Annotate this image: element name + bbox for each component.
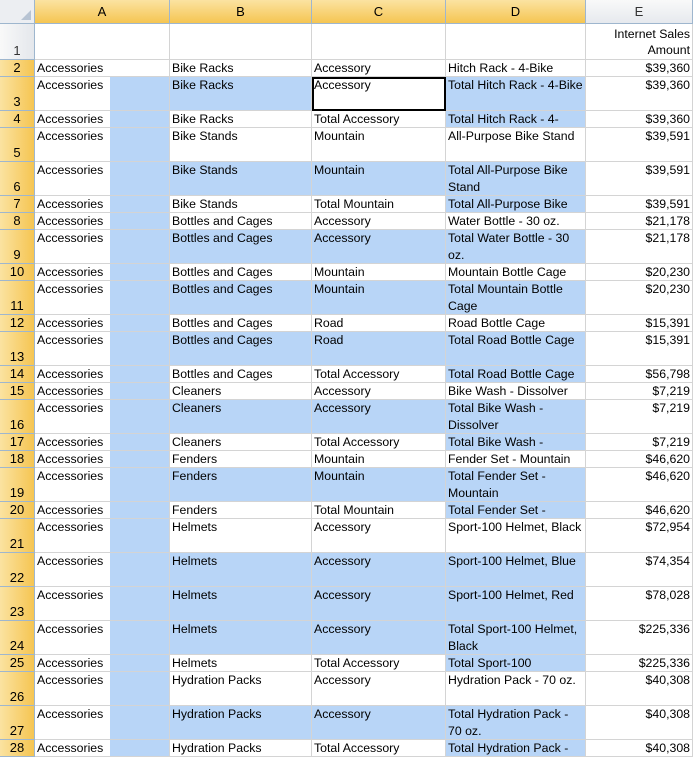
sales-amount-cell[interactable]: $46,620 xyxy=(586,451,693,468)
data-cell-d[interactable]: Total Mountain Bottle Cage xyxy=(446,281,586,315)
data-cell-a[interactable]: Accessories xyxy=(35,213,170,230)
data-cell-d[interactable]: Total All-Purpose Bike Stand xyxy=(446,162,586,196)
data-cell-b[interactable]: Helmets xyxy=(170,655,312,672)
row-header-14[interactable]: 14 xyxy=(0,366,35,383)
data-cell-c[interactable]: Accessory xyxy=(312,519,446,553)
data-cell-c[interactable]: Total Accessory xyxy=(312,655,446,672)
row-header-3[interactable]: 3 xyxy=(0,77,35,111)
sales-amount-cell[interactable]: $39,360 xyxy=(586,111,693,128)
data-cell-d[interactable]: Total Sport-100 Helmet, Black xyxy=(446,621,586,655)
data-cell-a[interactable]: Accessories xyxy=(35,281,170,315)
data-cell-d[interactable]: Fender Set - Mountain xyxy=(446,451,586,468)
data-cell-c[interactable]: Mountain xyxy=(312,281,446,315)
data-cell-d[interactable]: Mountain Bottle Cage xyxy=(446,264,586,281)
data-cell-d[interactable]: Road Bottle Cage xyxy=(446,315,586,332)
cell-a1[interactable] xyxy=(35,24,170,60)
data-cell-a[interactable]: Accessories xyxy=(35,553,170,587)
row-header-21[interactable]: 21 xyxy=(0,519,35,553)
data-cell-a[interactable]: Accessories xyxy=(35,519,170,553)
data-cell-d[interactable]: Sport-100 Helmet, Blue xyxy=(446,553,586,587)
data-cell-d[interactable]: Sport-100 Helmet, Black xyxy=(446,519,586,553)
data-cell-c[interactable]: Road xyxy=(312,315,446,332)
row-header-1[interactable]: 1 xyxy=(0,24,35,60)
sales-amount-cell[interactable]: $74,354 xyxy=(586,553,693,587)
data-cell-b[interactable]: Bottles and Cages xyxy=(170,281,312,315)
data-cell-a[interactable]: Accessories xyxy=(35,366,170,383)
sales-amount-cell[interactable]: $21,178 xyxy=(586,213,693,230)
row-header-4[interactable]: 4 xyxy=(0,111,35,128)
data-cell-c[interactable]: Mountain xyxy=(312,451,446,468)
data-cell-c[interactable]: Road xyxy=(312,332,446,366)
sales-amount-cell[interactable]: $21,178 xyxy=(586,230,693,264)
row-header-5[interactable]: 5 xyxy=(0,128,35,162)
data-cell-d[interactable]: Water Bottle - 30 oz. xyxy=(446,213,586,230)
sales-amount-cell[interactable]: $40,308 xyxy=(586,672,693,706)
data-cell-b[interactable]: Bike Racks xyxy=(170,60,312,77)
data-cell-a[interactable]: Accessories xyxy=(35,655,170,672)
data-cell-c[interactable]: Accessory xyxy=(312,60,446,77)
data-cell-b[interactable]: Bike Stands xyxy=(170,162,312,196)
data-cell-c[interactable]: Accessory xyxy=(312,400,446,434)
column-header-b[interactable]: B xyxy=(170,0,312,24)
data-cell-a[interactable]: Accessories xyxy=(35,502,170,519)
select-all-corner[interactable] xyxy=(0,0,35,24)
sales-amount-cell[interactable]: $15,391 xyxy=(586,315,693,332)
data-cell-d[interactable]: Total All-Purpose Bike xyxy=(446,196,586,213)
sales-amount-cell[interactable]: $39,591 xyxy=(586,162,693,196)
data-cell-a[interactable]: Accessories xyxy=(35,77,170,111)
row-header-17[interactable]: 17 xyxy=(0,434,35,451)
data-cell-b[interactable]: Hydration Packs xyxy=(170,706,312,740)
row-header-2[interactable]: 2 xyxy=(0,60,35,77)
data-cell-b[interactable]: Bottles and Cages xyxy=(170,264,312,281)
data-cell-d[interactable]: Total Road Bottle Cage xyxy=(446,332,586,366)
sales-amount-cell[interactable]: $46,620 xyxy=(586,468,693,502)
data-cell-b[interactable]: Helmets xyxy=(170,587,312,621)
data-cell-c[interactable]: Total Accessory xyxy=(312,740,446,757)
data-cell-a[interactable]: Accessories xyxy=(35,706,170,740)
data-cell-a[interactable]: Accessories xyxy=(35,587,170,621)
data-cell-d[interactable]: Total Sport-100 xyxy=(446,655,586,672)
row-header-16[interactable]: 16 xyxy=(0,400,35,434)
data-cell-c[interactable]: Mountain xyxy=(312,264,446,281)
data-cell-d[interactable]: Total Road Bottle Cage xyxy=(446,366,586,383)
row-header-11[interactable]: 11 xyxy=(0,281,35,315)
data-cell-b[interactable]: Helmets xyxy=(170,519,312,553)
sales-amount-cell[interactable]: $7,219 xyxy=(586,434,693,451)
data-cell-a[interactable]: Accessories xyxy=(35,400,170,434)
active-cell[interactable]: Accessory xyxy=(312,77,446,111)
row-header-22[interactable]: 22 xyxy=(0,553,35,587)
sales-amount-cell[interactable]: $39,591 xyxy=(586,196,693,213)
data-cell-c[interactable]: Accessory xyxy=(312,672,446,706)
data-cell-b[interactable]: Cleaners xyxy=(170,383,312,400)
sales-amount-cell[interactable]: $20,230 xyxy=(586,264,693,281)
row-header-23[interactable]: 23 xyxy=(0,587,35,621)
data-cell-d[interactable]: Total Bike Wash - xyxy=(446,434,586,451)
data-cell-c[interactable]: Accessory xyxy=(312,587,446,621)
row-header-9[interactable]: 9 xyxy=(0,230,35,264)
row-header-15[interactable]: 15 xyxy=(0,383,35,400)
data-cell-d[interactable]: Total Water Bottle - 30 oz. xyxy=(446,230,586,264)
data-cell-b[interactable]: Fenders xyxy=(170,502,312,519)
data-cell-c[interactable]: Mountain xyxy=(312,468,446,502)
cell-d1[interactable] xyxy=(446,24,586,60)
data-cell-b[interactable]: Bottles and Cages xyxy=(170,366,312,383)
column-header-c[interactable]: C xyxy=(312,0,446,24)
data-cell-b[interactable]: Bottles and Cages xyxy=(170,230,312,264)
data-cell-d[interactable]: Total Fender Set - xyxy=(446,502,586,519)
data-cell-c[interactable]: Mountain xyxy=(312,162,446,196)
data-cell-c[interactable]: Accessory xyxy=(312,553,446,587)
sales-amount-cell[interactable]: $40,308 xyxy=(586,740,693,757)
data-cell-d[interactable]: Total Hydration Pack - xyxy=(446,740,586,757)
row-header-7[interactable]: 7 xyxy=(0,196,35,213)
row-header-25[interactable]: 25 xyxy=(0,655,35,672)
sales-amount-cell[interactable]: $39,360 xyxy=(586,60,693,77)
data-cell-b[interactable]: Fenders xyxy=(170,468,312,502)
data-cell-c[interactable]: Total Accessory xyxy=(312,366,446,383)
row-header-26[interactable]: 26 xyxy=(0,672,35,706)
data-cell-a[interactable]: Accessories xyxy=(35,264,170,281)
column-header-a[interactable]: A xyxy=(35,0,170,24)
data-cell-b[interactable]: Bottles and Cages xyxy=(170,315,312,332)
sales-amount-cell[interactable]: $39,360 xyxy=(586,77,693,111)
data-cell-a[interactable]: Accessories xyxy=(35,468,170,502)
sales-amount-cell[interactable]: $15,391 xyxy=(586,332,693,366)
data-cell-c[interactable]: Total Accessory xyxy=(312,434,446,451)
data-cell-d[interactable]: Bike Wash - Dissolver xyxy=(446,383,586,400)
data-cell-d[interactable]: All-Purpose Bike Stand xyxy=(446,128,586,162)
header-internet-sales-amount[interactable]: Internet Sales Amount xyxy=(586,24,693,60)
data-cell-a[interactable]: Accessories xyxy=(35,451,170,468)
data-cell-a[interactable]: Accessories xyxy=(35,162,170,196)
data-cell-b[interactable]: Helmets xyxy=(170,553,312,587)
row-header-20[interactable]: 20 xyxy=(0,502,35,519)
row-header-6[interactable]: 6 xyxy=(0,162,35,196)
data-cell-d[interactable]: Total Hitch Rack - 4- xyxy=(446,111,586,128)
data-cell-a[interactable]: Accessories xyxy=(35,740,170,757)
data-cell-c[interactable]: Accessory xyxy=(312,706,446,740)
column-header-d[interactable]: D xyxy=(446,0,586,24)
data-cell-a[interactable]: Accessories xyxy=(35,383,170,400)
data-cell-b[interactable]: Helmets xyxy=(170,621,312,655)
sales-amount-cell[interactable]: $225,336 xyxy=(586,621,693,655)
data-cell-b[interactable]: Bike Racks xyxy=(170,77,312,111)
data-cell-c[interactable]: Accessory xyxy=(312,621,446,655)
data-cell-a[interactable]: Accessories xyxy=(35,332,170,366)
data-cell-c[interactable]: Total Mountain xyxy=(312,196,446,213)
data-cell-c[interactable]: Mountain xyxy=(312,128,446,162)
sales-amount-cell[interactable]: $39,591 xyxy=(586,128,693,162)
data-cell-d[interactable]: Hitch Rack - 4-Bike xyxy=(446,60,586,77)
data-cell-b[interactable]: Bike Stands xyxy=(170,128,312,162)
data-cell-a[interactable]: Accessories xyxy=(35,230,170,264)
data-cell-a[interactable]: Accessories xyxy=(35,111,170,128)
row-header-13[interactable]: 13 xyxy=(0,332,35,366)
data-cell-a[interactable]: Accessories xyxy=(35,315,170,332)
column-header-e[interactable]: E xyxy=(586,0,693,24)
row-header-10[interactable]: 10 xyxy=(0,264,35,281)
cell-c1[interactable] xyxy=(312,24,446,60)
row-header-8[interactable]: 8 xyxy=(0,213,35,230)
data-cell-d[interactable]: Hydration Pack - 70 oz. xyxy=(446,672,586,706)
data-cell-d[interactable]: Total Fender Set - Mountain xyxy=(446,468,586,502)
data-cell-c[interactable]: Total Accessory xyxy=(312,111,446,128)
row-header-27[interactable]: 27 xyxy=(0,706,35,740)
cell-b1[interactable] xyxy=(170,24,312,60)
data-cell-b[interactable]: Bottles and Cages xyxy=(170,332,312,366)
data-cell-b[interactable]: Fenders xyxy=(170,451,312,468)
data-cell-d[interactable]: Total Bike Wash - Dissolver xyxy=(446,400,586,434)
row-header-19[interactable]: 19 xyxy=(0,468,35,502)
data-cell-a[interactable]: Accessories xyxy=(35,128,170,162)
data-cell-a[interactable]: Accessories xyxy=(35,60,170,77)
data-cell-a[interactable]: Accessories xyxy=(35,434,170,451)
data-cell-c[interactable]: Accessory xyxy=(312,213,446,230)
data-cell-d[interactable]: Sport-100 Helmet, Red xyxy=(446,587,586,621)
data-cell-c[interactable]: Total Mountain xyxy=(312,502,446,519)
sales-amount-cell[interactable]: $7,219 xyxy=(586,400,693,434)
sales-amount-cell[interactable]: $72,954 xyxy=(586,519,693,553)
data-cell-b[interactable]: Cleaners xyxy=(170,400,312,434)
data-cell-b[interactable]: Hydration Packs xyxy=(170,740,312,757)
data-cell-b[interactable]: Cleaners xyxy=(170,434,312,451)
sales-amount-cell[interactable]: $78,028 xyxy=(586,587,693,621)
data-cell-b[interactable]: Bottles and Cages xyxy=(170,213,312,230)
sales-amount-cell[interactable]: $56,798 xyxy=(586,366,693,383)
data-cell-c[interactable]: Accessory xyxy=(312,383,446,400)
data-cell-a[interactable]: Accessories xyxy=(35,196,170,213)
row-header-12[interactable]: 12 xyxy=(0,315,35,332)
row-header-24[interactable]: 24 xyxy=(0,621,35,655)
data-cell-c[interactable]: Accessory xyxy=(312,230,446,264)
data-cell-d[interactable]: Total Hydration Pack - 70 oz. xyxy=(446,706,586,740)
sales-amount-cell[interactable]: $7,219 xyxy=(586,383,693,400)
sales-amount-cell[interactable]: $20,230 xyxy=(586,281,693,315)
data-cell-a[interactable]: Accessories xyxy=(35,672,170,706)
sales-amount-cell[interactable]: $46,620 xyxy=(586,502,693,519)
data-cell-b[interactable]: Hydration Packs xyxy=(170,672,312,706)
data-cell-d[interactable]: Total Hitch Rack - 4-Bike xyxy=(446,77,586,111)
sales-amount-cell[interactable]: $225,336 xyxy=(586,655,693,672)
data-cell-a[interactable]: Accessories xyxy=(35,621,170,655)
data-cell-b[interactable]: Bike Stands xyxy=(170,196,312,213)
sales-amount-cell[interactable]: $40,308 xyxy=(586,706,693,740)
row-header-18[interactable]: 18 xyxy=(0,451,35,468)
row-header-28[interactable]: 28 xyxy=(0,740,35,757)
data-cell-b[interactable]: Bike Racks xyxy=(170,111,312,128)
